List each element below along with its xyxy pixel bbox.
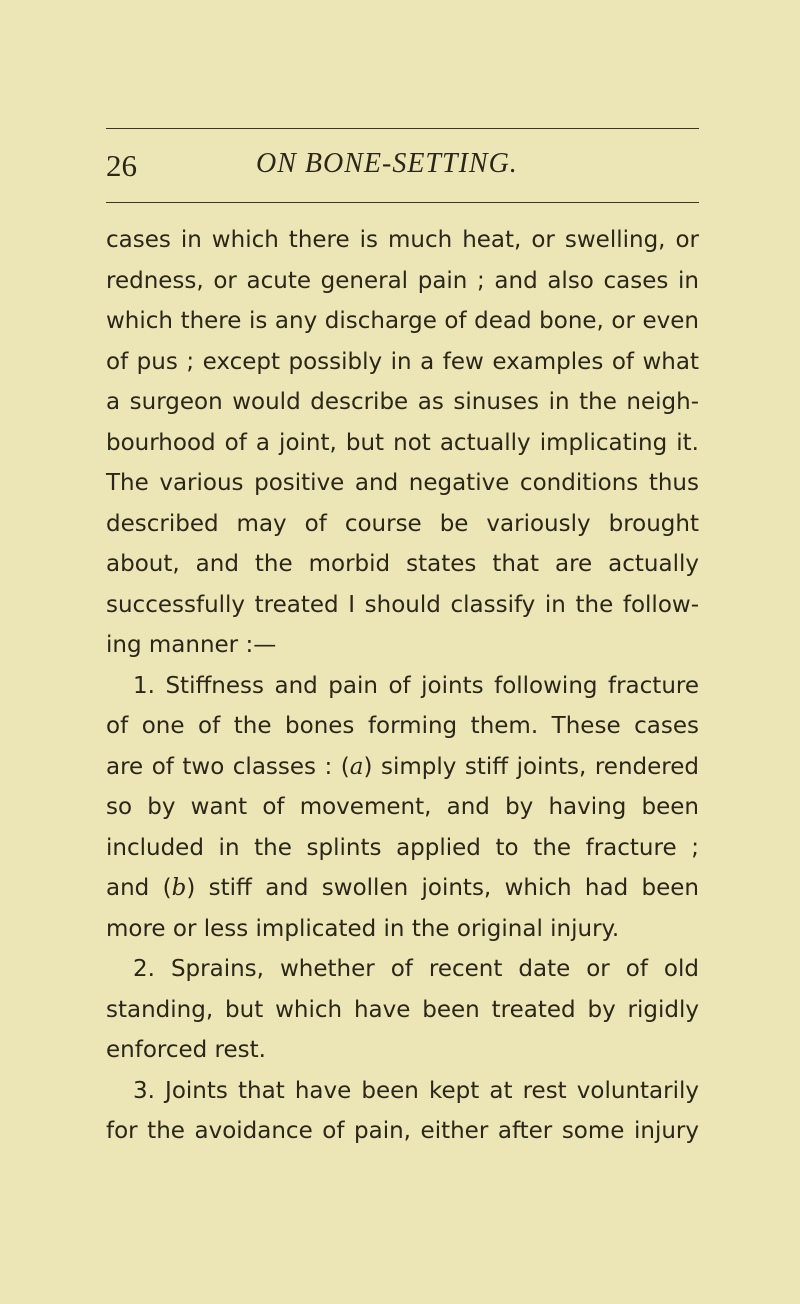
page-number: 26 bbox=[106, 148, 137, 183]
running-header bbox=[106, 148, 699, 188]
text-line: standing, but which have been treated by rigidly bbox=[106, 996, 699, 1023]
text-segment: and ( bbox=[106, 875, 172, 901]
text-line: of pus ; except possibly in a few examples of what bbox=[106, 348, 699, 375]
running-title: ON BONE-SETTING. bbox=[256, 148, 518, 179]
text-line: described may of course be variously brought bbox=[106, 510, 699, 537]
header-rule-top bbox=[106, 128, 699, 129]
text-line: so by want of movement, and by having been bbox=[106, 794, 699, 820]
text-line: redness, or acute general pain ; and also cases in bbox=[106, 267, 699, 294]
text-segment: are of two classes : ( bbox=[106, 753, 350, 780]
text-line: enforced rest. bbox=[106, 1037, 266, 1063]
text-line: a surgeon would describe as sinuses in the neigh- bbox=[106, 389, 699, 415]
text-line bbox=[106, 747, 699, 788]
text-line bbox=[106, 868, 699, 909]
text-segment: ) stiff and swollen joints, which had been bbox=[186, 875, 699, 901]
text-line: of one of the bones forming them. These cases bbox=[106, 713, 699, 739]
body-text bbox=[106, 220, 699, 1152]
text-line: included in the splints applied to the fracture ; bbox=[106, 834, 699, 861]
text-line: for the avoidance of pain, either after some injury bbox=[106, 1118, 699, 1144]
text-line: 1. Stiffness and pain of joints following fracture bbox=[133, 672, 699, 699]
italic-letter: a bbox=[349, 753, 364, 780]
header-rule-bottom bbox=[106, 202, 699, 203]
text-line: ing manner :— bbox=[106, 632, 277, 658]
text-line: successfully treated I should classify in the follow- bbox=[106, 591, 699, 618]
text-line: which there is any discharge of dead bone, or even bbox=[106, 308, 699, 334]
italic-letter: b bbox=[171, 875, 187, 901]
text-line: 3. Joints that have been kept at rest voluntarily bbox=[133, 1077, 699, 1104]
text-line: The various positive and negative conditions thus bbox=[106, 470, 699, 496]
text-line: cases in which there is much heat, or swelling, or bbox=[106, 227, 699, 253]
text-line: more or less implicated in the original injury. bbox=[106, 915, 620, 942]
text-segment: ) simply stiff joints, rendered bbox=[363, 753, 699, 780]
text-line: about, and the morbid states that are actually bbox=[106, 551, 699, 577]
text-line: bourhood of a joint, but not actually implicating it. bbox=[106, 429, 699, 456]
text-line: 2. Sprains, whether of recent date or of old bbox=[133, 956, 699, 982]
